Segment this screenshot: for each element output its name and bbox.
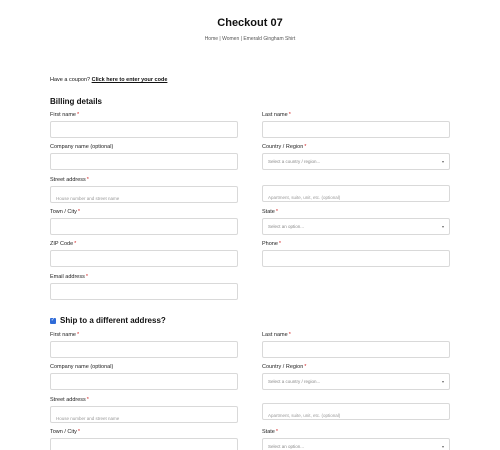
billing-street-label: Street address* [50, 177, 89, 183]
billing-company-label: Company name (optional) [50, 144, 114, 150]
billing-last-name-label: Last name* [262, 112, 291, 118]
shipping-last-name-field[interactable] [262, 341, 450, 358]
billing-company-field[interactable] [50, 153, 238, 170]
billing-street-input[interactable] [51, 191, 237, 206]
shipping-town-field[interactable] [50, 438, 238, 450]
billing-town-field[interactable] [50, 218, 238, 235]
shipping-first-name-field[interactable] [50, 341, 238, 358]
billing-email-input[interactable] [51, 288, 237, 303]
billing-zip-input[interactable] [51, 255, 237, 270]
breadcrumb-current: Emerald Gingham Shirt [243, 36, 296, 42]
breadcrumb [0, 36, 500, 42]
billing-town-label: Town / City* [50, 209, 81, 215]
shipping-state-label: State* [262, 429, 278, 435]
shipping-street-input[interactable] [51, 411, 237, 426]
chevron-down-icon: ▾ [441, 159, 444, 164]
ship-different-toggle[interactable] [50, 316, 166, 325]
billing-apartment-field[interactable] [262, 185, 450, 202]
billing-country-label: Country / Region* [262, 144, 307, 150]
shipping-apartment-input[interactable] [263, 408, 449, 423]
billing-first-name-label: First name* [50, 112, 80, 118]
ship-different-label[interactable]: Ship to a different address? [60, 316, 166, 325]
shipping-street-field[interactable] [50, 406, 238, 423]
billing-phone-input[interactable] [263, 255, 449, 270]
billing-first-name-field[interactable] [50, 121, 238, 138]
ship-different-checkbox[interactable]: ✓ [50, 317, 56, 323]
breadcrumb-separator: | [239, 36, 244, 42]
coupon-link[interactable]: Click here to enter your code [91, 77, 168, 83]
breadcrumb-women[interactable]: Women [222, 36, 240, 42]
billing-zip-field[interactable] [50, 250, 238, 267]
billing-phone-field[interactable] [262, 250, 450, 267]
billing-street-field[interactable] [50, 186, 238, 203]
shipping-company-label: Company name (optional) [50, 364, 114, 370]
billing-first-name-input[interactable] [51, 126, 237, 141]
breadcrumb-separator: | [218, 36, 223, 42]
chevron-down-icon: ▾ [441, 444, 444, 449]
shipping-company-field[interactable] [50, 373, 238, 390]
chevron-down-icon: ▾ [441, 224, 444, 229]
shipping-country-label: Country / Region* [262, 364, 307, 370]
shipping-first-name-input[interactable] [51, 346, 237, 361]
shipping-town-input[interactable] [51, 443, 237, 450]
chevron-down-icon: ▾ [441, 379, 444, 384]
billing-zip-label: ZIP Code* [50, 241, 77, 247]
billing-country-select[interactable]: Select a country / region... ▾ [262, 153, 450, 170]
billing-last-name-input[interactable] [263, 126, 449, 141]
shipping-last-name-input[interactable] [263, 346, 449, 361]
billing-town-input[interactable] [51, 223, 237, 238]
billing-state-label: State* [262, 209, 278, 215]
shipping-company-input[interactable] [51, 378, 237, 393]
billing-last-name-field[interactable] [262, 121, 450, 138]
billing-company-input[interactable] [51, 158, 237, 173]
breadcrumb-home[interactable]: Home [204, 36, 219, 42]
coupon-notice [50, 77, 167, 83]
billing-apartment-input[interactable] [263, 190, 449, 205]
billing-email-field[interactable] [50, 283, 238, 300]
shipping-state-select[interactable]: Select an option... ▾ [262, 438, 450, 450]
coupon-prefix: Have a coupon? [50, 77, 91, 83]
page-title: Checkout 07 [217, 17, 283, 29]
billing-email-label: Email address* [50, 274, 88, 280]
shipping-last-name-label: Last name* [262, 332, 291, 338]
shipping-street-label: Street address* [50, 397, 89, 403]
shipping-apartment-field[interactable] [262, 403, 450, 420]
shipping-town-label: Town / City* [50, 429, 81, 435]
billing-phone-label: Phone* [262, 241, 282, 247]
shipping-country-select[interactable]: Select a country / region... ▾ [262, 373, 450, 390]
billing-state-select[interactable]: Select an option... ▾ [262, 218, 450, 235]
billing-title: Billing details [50, 97, 103, 106]
shipping-first-name-label: First name* [50, 332, 80, 338]
